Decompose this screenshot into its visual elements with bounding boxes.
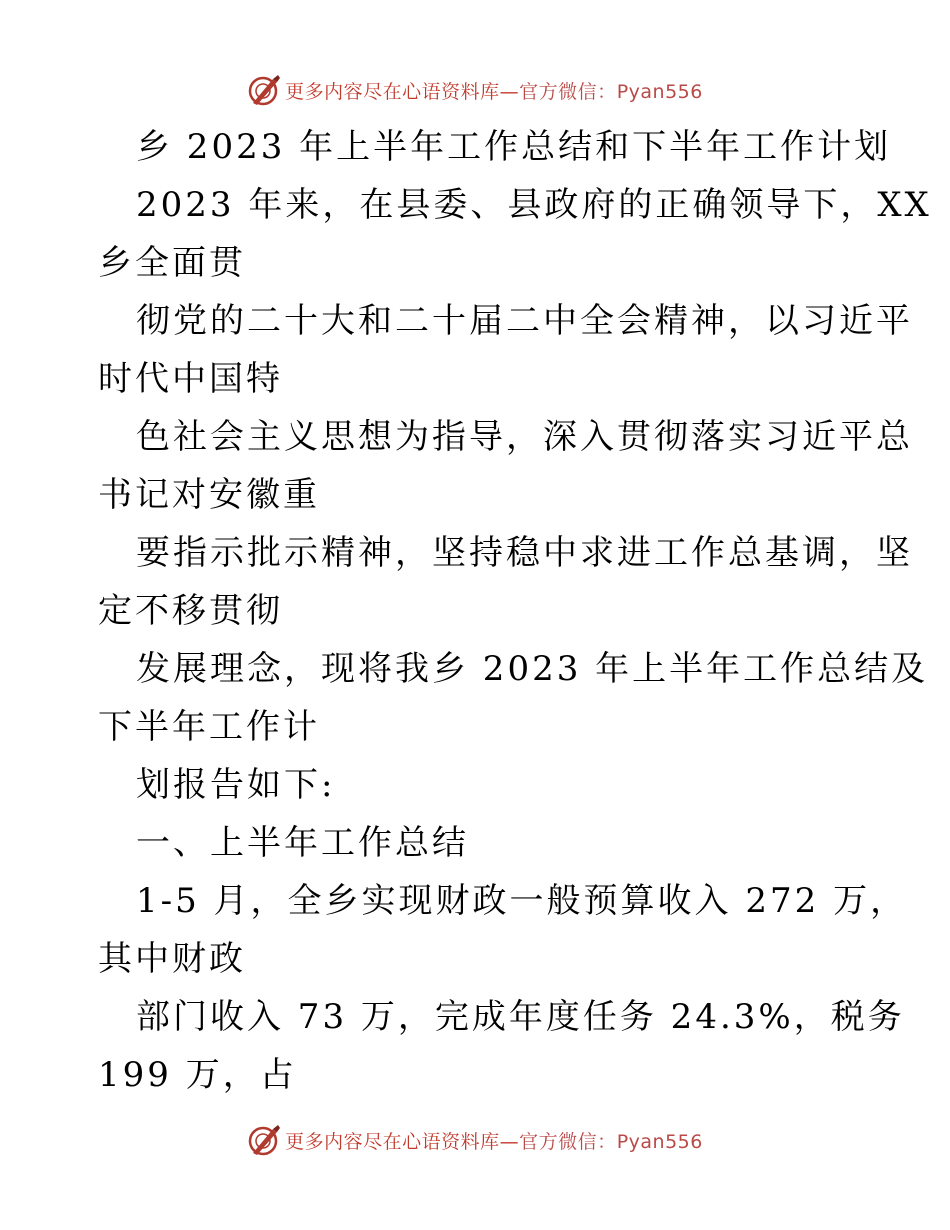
banner-text — [285, 77, 703, 104]
doc-line: 彻党的二十大和二十届二中全会精神，以习近平 — [136, 301, 913, 341]
header-watermark-banner — [0, 70, 950, 110]
banner-separator: — — [499, 1130, 520, 1153]
doc-line: 要指示批示精神，坚持稳中求进工作总基调，坚 — [136, 533, 913, 573]
doc-line: 书记对安徽重 — [98, 475, 320, 515]
doc-line: 乡全面贯 — [98, 243, 246, 283]
banner-separator: — — [499, 80, 520, 103]
doc-line: 部门收入 73 万，完成年度任务 24.3%，税务 — [136, 997, 905, 1037]
banner-main-text: 更多内容尽在心语资料库 — [285, 1130, 500, 1153]
pen-logo-icon — [247, 1123, 281, 1157]
doc-line: 199 万，占 — [98, 1055, 297, 1095]
banner-wechat-label: 官方微信： — [519, 1130, 617, 1153]
doc-line: 其中财政 — [98, 939, 246, 979]
document-body — [98, 118, 932, 1104]
doc-title: 乡 2023 年上半年工作总结和下半年工作计划 — [136, 127, 892, 167]
doc-line: 划报告如下: — [136, 765, 336, 805]
doc-line: 发展理念，现将我乡 2023 年上半年工作总结及 — [136, 649, 929, 689]
doc-line: 下半年工作计 — [98, 707, 320, 747]
banner-main-text: 更多内容尽在心语资料库 — [285, 80, 500, 103]
banner-wechat-id: Pyan556 — [616, 1130, 703, 1153]
banner-wechat-label: 官方微信： — [519, 80, 617, 103]
banner-wechat-id: Pyan556 — [616, 80, 703, 103]
banner-text — [285, 1127, 703, 1154]
doc-line: 1-5 月，全乡实现财政一般预算收入 272 万， — [136, 881, 908, 921]
doc-line: 色社会主义思想为指导，深入贯彻落实习近平总 — [136, 417, 913, 457]
footer-watermark-banner — [0, 1120, 950, 1160]
doc-line: 时代中国特 — [98, 359, 283, 399]
doc-line: 定不移贯彻 — [98, 591, 283, 631]
section-heading: 一、上半年工作总结 — [136, 823, 469, 863]
doc-line: 2023 年来，在县委、县政府的正确领导下，XX — [136, 185, 932, 225]
pen-logo-icon — [247, 73, 281, 107]
